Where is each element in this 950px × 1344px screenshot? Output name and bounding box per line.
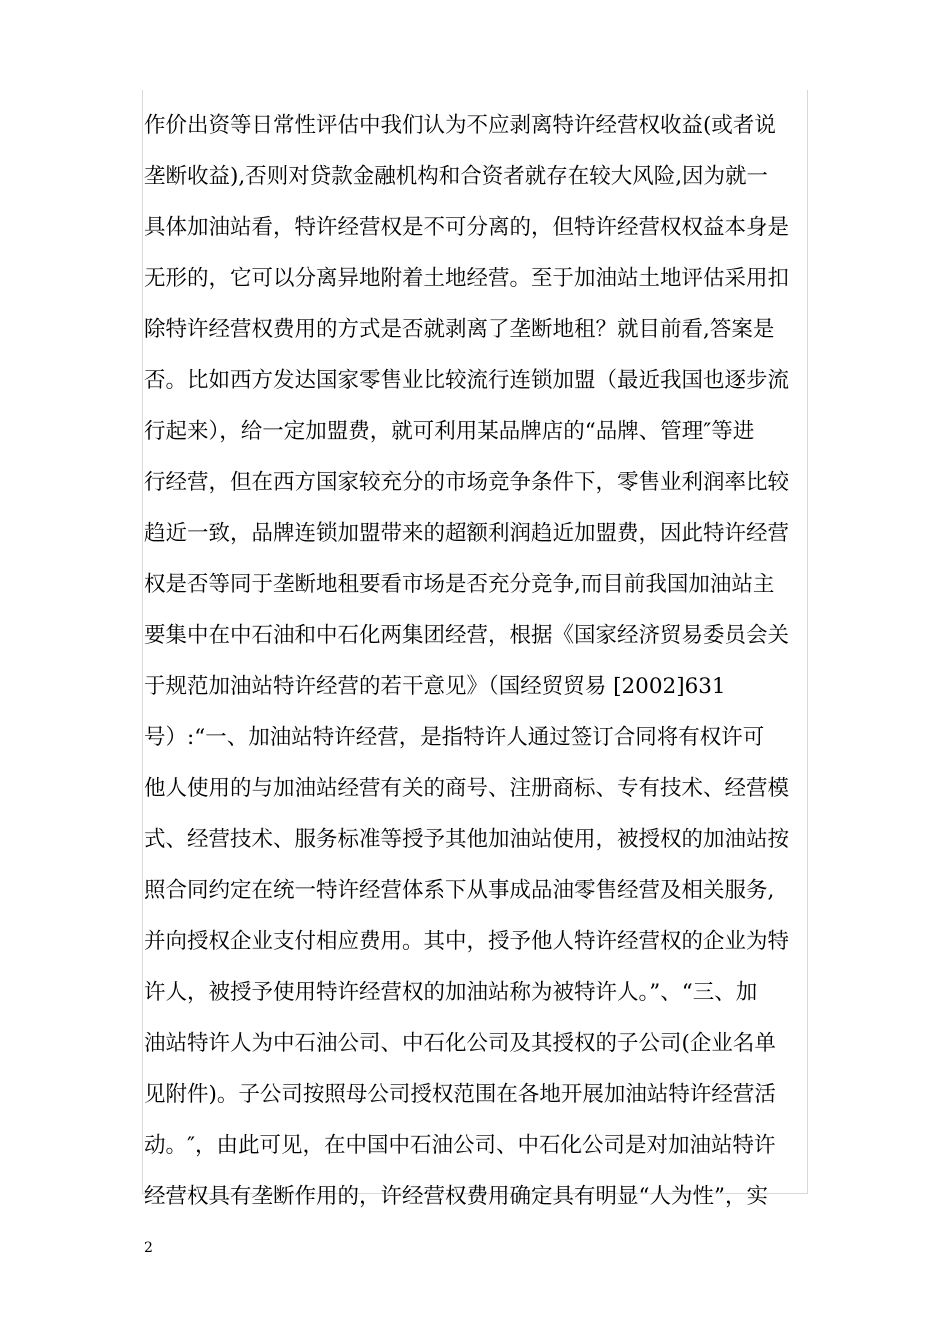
text-line: 行起来），给一定加盟费，就可利用某品牌店的“品牌、管理″等进 — [144, 419, 755, 444]
text-line: 趋近一致，品牌连锁加盟带来的超额利润趋近加盟费，因此特许经营 — [144, 521, 790, 546]
text-line: 并向授权企业支付相应费用。其中，授予他人特许经营权的企业为特 — [144, 929, 790, 954]
text-line: 具体加油站看，特许经营权是不可分离的，但特许经营权权益本身是 — [144, 215, 790, 240]
body-text — [144, 100, 824, 1222]
text-line: 式、经营技术、服务标准等授予其他加油站使用，被授权的加油站按 — [144, 827, 790, 852]
page-number: 2 — [144, 1240, 153, 1256]
text-line: 许人，被授予使用特许经营权的加油站称为被特许人。”、“三、加 — [144, 980, 758, 1005]
text-line: 否。比如西方发达国家零售业比较流行连锁加盟（最近我国也逐步流 — [144, 368, 790, 393]
text-line: 垄断收益),否则对贷款金融机构和合资者就存在较大风险,因为就一 — [144, 164, 769, 189]
text-line: 权是否等同于垄断地租要看市场是否充分竞争,而目前我国加油站主 — [144, 572, 775, 597]
text-line: 油站特许人为中石油公司、中石化公司及其授权的子公司(企业名单 — [144, 1031, 776, 1056]
text-line: 见附件)。子公司按照母公司授权范围在各地开展加油站特许经营活 — [144, 1082, 776, 1107]
text-line: 无形的，它可以分离异地附着土地经营。至于加油站土地评估采用扣 — [144, 266, 790, 291]
text-line: 照合同约定在统一特许经营体系下从事成品油零售经营及相关服务, — [144, 878, 775, 903]
text-line: 他人使用的与加油站经营有关的商号、注册商标、专有技术、经营模 — [144, 776, 790, 801]
text-line: 除特许经营权费用的方式是否就剥离了垄断地租？就目前看,答案是 — [144, 317, 775, 342]
text-line: 于规范加油站特许经营的若干意见》（国经贸贸易 [2002]631 — [144, 674, 726, 699]
text-line: 号）:“一、加油站特许经营，是指特许人通过签订合同将有权许可 — [144, 725, 765, 750]
text-line: 行经营，但在西方国家较充分的市场竞争条件下，零售业利润率比较 — [144, 470, 790, 495]
text-line: 经营权具有垄断作用的，许经营权费用确定具有明显“人为性”，实 — [144, 1184, 768, 1209]
text-line: 要集中在中石油和中石化两集团经营，根据《国家经济贸易委员会关 — [144, 623, 790, 648]
text-line: 动。″，由此可见，在中国中石油公司、中石化公司是对加油站特许 — [144, 1133, 776, 1158]
text-line: 作价出资等日常性评估中我们认为不应剥离特许经营权收益(或者说 — [144, 113, 776, 138]
